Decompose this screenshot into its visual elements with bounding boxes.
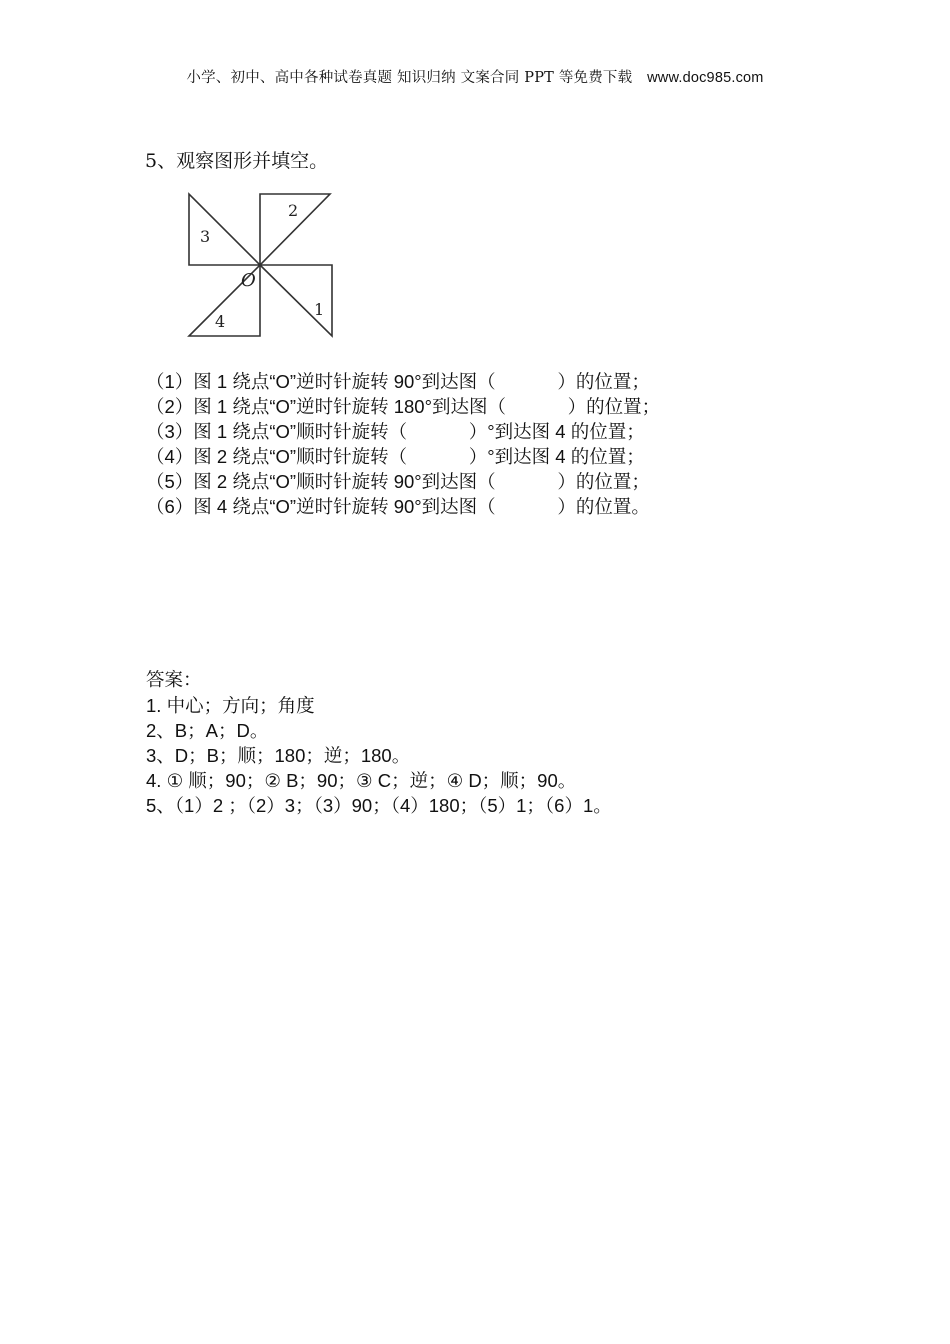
header-url: www.doc985.com <box>647 70 764 86</box>
label-2: 2 <box>288 201 299 220</box>
answer-line-2: 2、B；A；D。 <box>146 720 269 741</box>
question-item-1: （1）图 1 绕点“O”逆时针旋转 90°到达图（ ）的位置； <box>146 371 650 392</box>
question-item-5: （5）图 2 绕点“O”顺时针旋转 90°到达图（ ）的位置； <box>146 471 650 492</box>
answer-line-3: 3、D；B；顺；180；逆；180。 <box>146 745 411 766</box>
question-item-6: （6）图 4 绕点“O”逆时针旋转 90°到达图（ ）的位置。 <box>146 496 650 517</box>
pinwheel-figure <box>182 188 342 348</box>
page-header <box>0 66 950 87</box>
question-item-2: （2）图 1 绕点“O”逆时针旋转 180°到达图（ ）的位置； <box>146 396 661 417</box>
question-item-3: （3）图 1 绕点“O”顺时针旋转（ ）°到达图 4 的位置； <box>146 421 645 442</box>
answer-line-5: 5、（1）2 ；（2）3；（3）90；（4）180；（5）1；（6）1。 <box>146 795 612 816</box>
answer-line-4: 4. ① 顺；90；② B；90；③ C；逆；④ D；顺；90。 <box>146 770 577 791</box>
header-text: 小学、初中、高中各种试卷真题 知识归纳 文案合同 PPT 等免费下载 <box>186 70 633 86</box>
center-label-o: O <box>241 270 256 291</box>
question-items <box>146 369 660 519</box>
label-4: 4 <box>215 312 226 331</box>
label-3: 3 <box>200 227 211 246</box>
answers-section <box>146 668 612 818</box>
label-1: 1 <box>314 300 325 319</box>
answer-line-1: 1. 中心；方向；角度 <box>146 695 315 716</box>
question-title: 5、观察图形并填空。 <box>145 150 329 172</box>
answers-title: 答案： <box>146 670 202 691</box>
question-item-4: （4）图 2 绕点“O”顺时针旋转（ ）°到达图 4 的位置； <box>146 446 645 467</box>
